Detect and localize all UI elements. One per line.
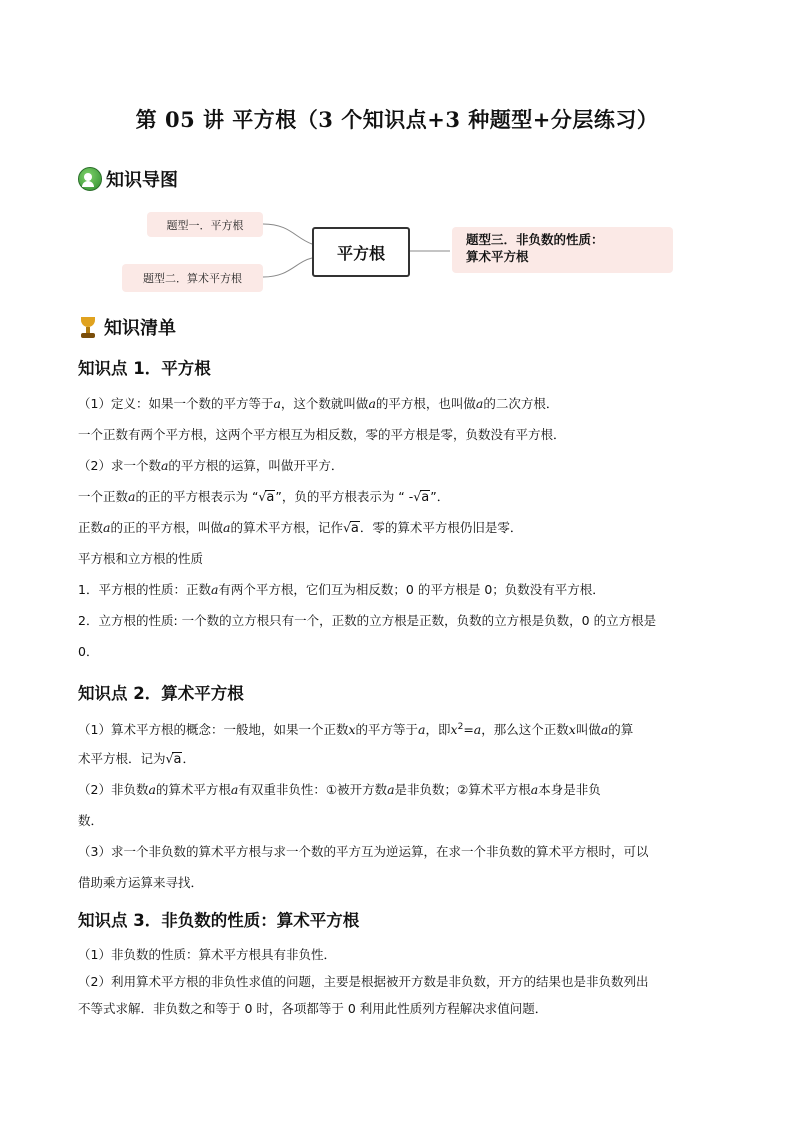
mindmap-node-type1: 题型一．平方根 — [147, 212, 263, 237]
kp2-title: 知识点 2．算术平方根 — [78, 684, 244, 703]
mindmap-center-node: 平方根 — [312, 227, 410, 277]
connector-left2 — [263, 258, 312, 277]
sqrt-symbol: √ — [342, 520, 351, 535]
kp1-line3: （2）求一个数a的平方根的运算，叫做开平方． — [78, 458, 344, 473]
page-title: 第 05 讲 平方根（3 个知识点+3 种题型+分层练习） — [135, 107, 659, 132]
kp1-line6: 平方根和立方根的性质 — [78, 551, 204, 566]
mindmap-node-type3-line2: 算术平方根 — [466, 249, 529, 264]
connector-left1 — [263, 224, 312, 244]
kp2-line6: 借助乘方运算来寻找． — [78, 875, 204, 890]
section-title-map: 知识导图 — [106, 170, 178, 191]
kp1-line9: 0． — [78, 644, 99, 659]
kp2-line1: （1）算术平方根的概念：一般地，如果一个正数x的平方等于a，即$x^2=a$，那么这个正数x叫做a的算 — [78, 722, 634, 738]
kp3-title: 知识点 3．非负数的性质：算术平方根 — [78, 911, 360, 930]
kp1-title: 知识点 1．平方根 — [78, 359, 211, 378]
mindmap-node-type2: 题型二．算术平方根 — [122, 264, 263, 292]
kp2-line5: （3）求一个非负数的算术平方根与求一个数的平方互为逆运算，在求一个非负数的算术平方根时，可以 — [78, 844, 649, 859]
sqrt-symbol: √ — [165, 751, 174, 766]
sqrt-symbol: √ — [258, 489, 267, 504]
kp1-line8: 2．立方根的性质: 一个数的立方根只有一个，正数的立方根是正数，负数的立方根是负数，0 的立方根是 — [78, 613, 657, 628]
kp3-line1: （1）非负数的性质：算术平方根具有非负性． — [78, 947, 336, 962]
kp1-line1: （1）定义：如果一个数的平方等于a，这个数就叫做a的平方根，也叫做a的二次方根． — [78, 396, 559, 411]
kp1-line2: 一个正数有两个平方根，这两个平方根互为相反数，零的平方根是零，负数没有平方根． — [78, 427, 566, 442]
kp3-line2: （2）利用算术平方根的非负性求值的问题，主要是根据被开方数是非负数，开方的结果也是非负数列出 — [78, 974, 649, 989]
kp2-line4: 数． — [78, 813, 104, 828]
trophy-icon — [78, 315, 98, 339]
mindmap-node-type3 — [452, 227, 673, 273]
kp2-line3: （2）非负数a的算术平方根a有双重非负性：①被开方数a是非负数；②算术平方根a本身是非负 — [78, 782, 601, 797]
section-header-list — [78, 314, 176, 340]
kp2-line2: 术平方根．记为√a． — [78, 751, 195, 767]
kp1-line5: 正数a的正的平方根，叫做a的算术平方根，记作√a．零的算术平方根仍旧是零． — [78, 520, 523, 536]
kp3-line3: 不等式求解．非负数之和等于 0 时，各项都等于 0 利用此性质列方程解决求值问题． — [78, 1001, 548, 1016]
mindmap-node-type3-line1: 题型三．非负数的性质： — [466, 232, 604, 247]
section-title-list: 知识清单 — [104, 318, 176, 339]
sqrt-symbol: √ — [413, 489, 422, 504]
kp1-line7: 1．平方根的性质：正数a有两个平方根，它们互为相反数；0 的平方根是 0；负数没有平方根． — [78, 582, 605, 597]
kp1-line4: 一个正数a的正的平方根表示为 “√a”，负的平方根表示为 “ -√a”． — [78, 489, 450, 505]
